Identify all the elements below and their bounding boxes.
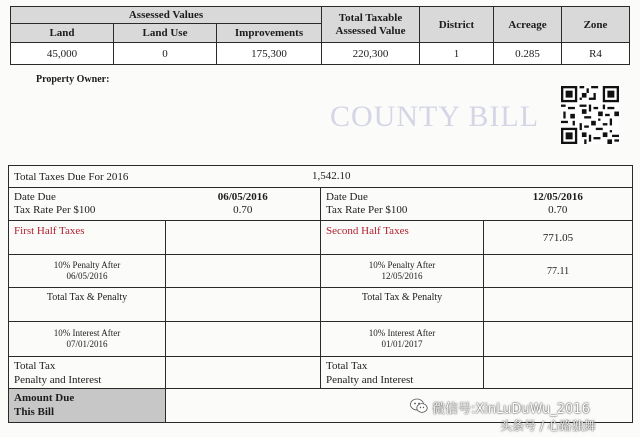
first-penalty-line2: 06/05/2016 xyxy=(66,271,108,281)
first-due-labels xyxy=(9,188,166,221)
second-interest-value xyxy=(484,322,633,357)
second-total-line1: Total Tax xyxy=(326,360,368,372)
total-taxes-row xyxy=(9,166,633,188)
acreage-header: Acreage xyxy=(494,7,562,43)
assessed-values-header: Assessed Values xyxy=(11,7,322,24)
second-interest-line2: 01/01/2017 xyxy=(381,339,423,349)
second-tax-rate-label: Tax Rate Per $100 xyxy=(326,204,408,216)
first-interest-line1: 10% Interest After xyxy=(53,328,121,338)
first-half-taxes-label: First Half Taxes xyxy=(9,221,166,255)
district-header: District xyxy=(420,7,494,43)
first-total-line2: Penalty and Interest xyxy=(14,374,102,386)
zone-header: Zone xyxy=(562,7,630,43)
first-interest-value xyxy=(166,322,321,357)
district-value: 1 xyxy=(420,43,494,65)
first-total-tax-value xyxy=(166,357,321,389)
wechat-icon xyxy=(410,398,428,414)
second-total-line2: Penalty and Interest xyxy=(326,374,414,386)
toutiao-id-text: 头条号 / 心路独舞 xyxy=(500,419,596,433)
property-owner-label: Property Owner: xyxy=(36,74,110,85)
first-penalty-value xyxy=(166,255,321,288)
first-total-line1: Total Tax xyxy=(14,360,56,372)
second-total-tax-value xyxy=(484,357,633,389)
qr-code-icon xyxy=(560,86,620,144)
second-penalty-label xyxy=(321,255,484,288)
improvements-header: Improvements xyxy=(217,24,322,43)
first-tax-rate-value: 0.70 xyxy=(233,204,253,216)
first-due-values xyxy=(166,188,321,221)
second-total-tax-penalty-label: Total Tax & Penalty xyxy=(321,288,484,322)
land-use-value: 0 xyxy=(114,43,217,65)
improvements-value: 175,300 xyxy=(217,43,322,65)
second-date-due-label: Date Due xyxy=(326,191,368,203)
second-interest-label xyxy=(321,322,484,357)
land-use-header: Land Use xyxy=(114,24,217,43)
total-taxable-value: 220,300 xyxy=(322,43,420,65)
second-due-values xyxy=(484,188,633,221)
first-date-due-label: Date Due xyxy=(14,191,56,203)
total-taxes-label: Total Taxes Due For 2016 xyxy=(14,170,129,183)
first-half-taxes-value xyxy=(166,221,321,255)
total-taxable-header: Total Taxable Assessed Value xyxy=(322,7,420,43)
second-date-due-value: 12/05/2016 xyxy=(532,191,583,203)
county-bill-watermark: COUNTY BILL xyxy=(330,100,540,133)
second-half-taxes-value: 771.05 xyxy=(484,221,633,255)
second-penalty-value: 77.11 xyxy=(484,255,633,288)
wechat-id-text: 微信号:XinLuDuWu_2016 xyxy=(432,402,590,417)
first-tax-rate-label: Tax Rate Per $100 xyxy=(14,204,96,216)
second-total-tax-label xyxy=(321,357,484,389)
amount-due-line2: This Bill xyxy=(14,406,55,418)
second-interest-line1: 10% Interest After xyxy=(368,328,436,338)
total-taxes-value: 1,542.10 xyxy=(312,170,351,182)
amount-due-label xyxy=(9,389,166,423)
second-penalty-line2: 12/05/2016 xyxy=(381,271,423,281)
first-penalty-line1: 10% Penalty After xyxy=(53,260,121,270)
first-interest-line2: 07/01/2016 xyxy=(66,339,108,349)
first-total-tax-penalty-value xyxy=(166,288,321,322)
second-due-labels xyxy=(321,188,484,221)
land-value: 45,000 xyxy=(11,43,114,65)
land-header: Land xyxy=(11,24,114,43)
first-total-tax-label xyxy=(9,357,166,389)
assessed-values-table xyxy=(10,6,630,65)
zone-value: R4 xyxy=(562,43,630,65)
second-penalty-line1: 10% Penalty After xyxy=(368,260,436,270)
second-half-taxes-label: Second Half Taxes xyxy=(321,221,484,255)
second-tax-rate-value: 0.70 xyxy=(548,204,568,216)
first-penalty-label xyxy=(9,255,166,288)
second-total-tax-penalty-value xyxy=(484,288,633,322)
first-interest-label xyxy=(9,322,166,357)
first-total-tax-penalty-label: Total Tax & Penalty xyxy=(9,288,166,322)
tax-bill-table xyxy=(8,165,633,423)
amount-due-line1: Amount Due xyxy=(14,392,75,404)
first-date-due-value: 06/05/2016 xyxy=(217,191,268,203)
acreage-value: 0.285 xyxy=(494,43,562,65)
